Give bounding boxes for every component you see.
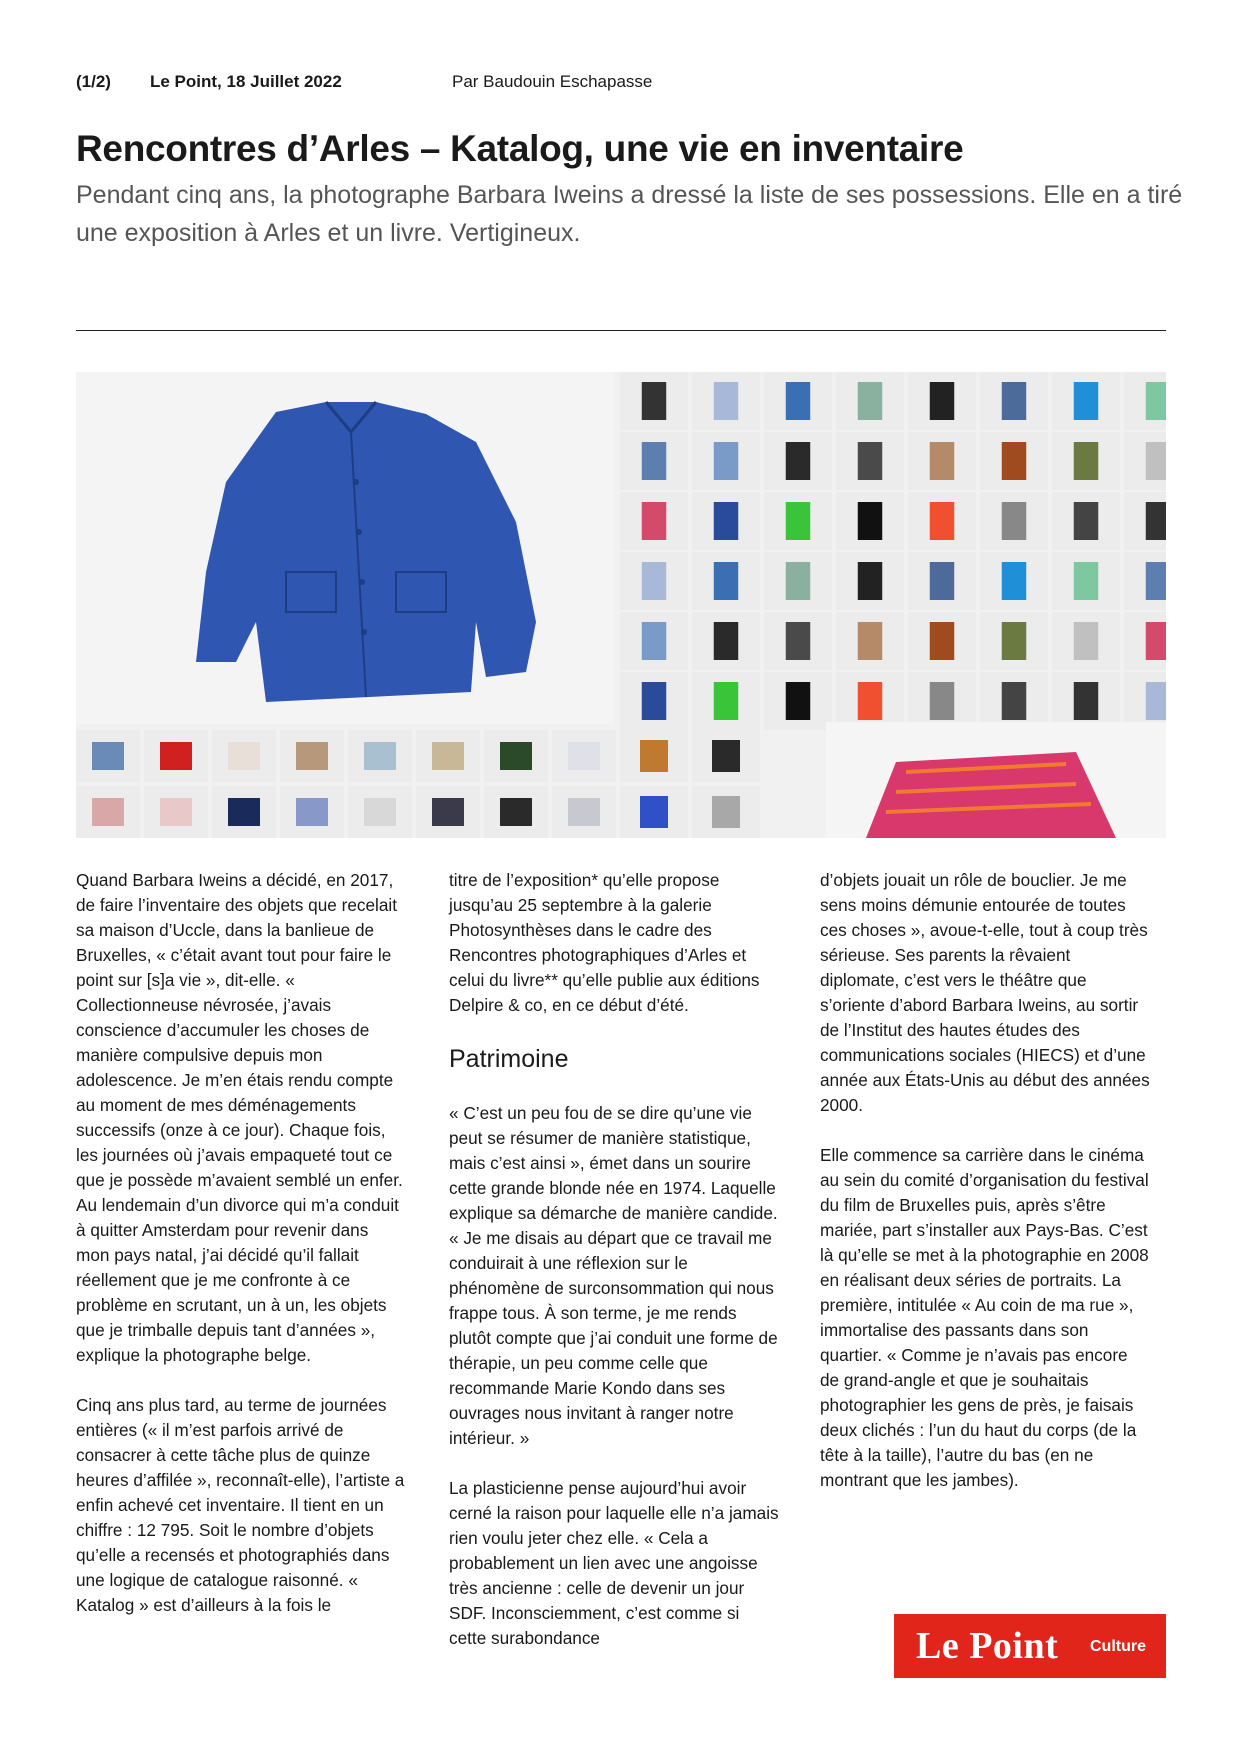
- clothing-item: [930, 622, 954, 660]
- clothing-item: [1002, 682, 1026, 720]
- shirt-item: [568, 742, 600, 770]
- hero-photo: [76, 372, 1166, 838]
- clothing-item: [640, 740, 668, 772]
- clothing-item: [1146, 502, 1166, 540]
- shirt-item: [432, 798, 464, 826]
- clothing-item: [858, 622, 882, 660]
- clothing-item: [786, 562, 810, 600]
- clothing-item: [714, 502, 738, 540]
- brand-name: Le Point: [916, 1625, 1059, 1667]
- section-name: Culture: [1090, 1638, 1146, 1655]
- paragraph: titre de l’exposition* qu’elle propose jusqu’au 25 septembre à la galerie Photosynthèses dans le cadre des Rencontres photographiques d’Arles et celui du livre** qu’elle publie aux éditions Delpire & co, en ce début d’été.: [449, 870, 760, 1015]
- shirt-item: [228, 742, 260, 770]
- clothing-item: [1146, 562, 1166, 600]
- clothing-item: [642, 622, 666, 660]
- clothing-item: [1074, 382, 1098, 420]
- clothing-item: [1002, 502, 1026, 540]
- shirt-item: [92, 742, 124, 770]
- shirt-item: [160, 798, 192, 826]
- clothing-item: [642, 562, 666, 600]
- clothing-item: [786, 622, 810, 660]
- shirt-item: [296, 798, 328, 826]
- page-indicator: [76, 72, 342, 92]
- clothing-item: [786, 382, 810, 420]
- clothing-item: [858, 682, 882, 720]
- paragraph: Cinq ans plus tard, au terme de journées entières (« il m’est parfois arrivé de consacrer à cette tâche plus de quinze heures d’affilée », reconnaît-elle), l’artiste a enfin achevé cet inventaire. Il tient en un chiffre : 12 795. Soit le nombre d’objets qu’elle a recensés et photographiés dans une logique de catalogue raisonné. « Katalog » est d’ailleurs à la fois le: [76, 1395, 405, 1615]
- inventory-photo-illustration: [76, 372, 1166, 838]
- shirt-item: [364, 742, 396, 770]
- clothing-item: [1074, 682, 1098, 720]
- clothing-item: [1002, 442, 1026, 480]
- clothing-item: [714, 562, 738, 600]
- shirt-item: [160, 742, 192, 770]
- clothing-item: [1146, 622, 1166, 660]
- shirt-item: [500, 798, 532, 826]
- clothing-item: [714, 682, 738, 720]
- clothing-item: [1002, 622, 1026, 660]
- article-column-1: [76, 868, 406, 1643]
- clothing-item: [714, 382, 738, 420]
- shirt-item: [228, 798, 260, 826]
- paragraph: Quand Barbara Iweins a décidé, en 2017, de faire l’inventaire des objets que recelait sa maison d’Uccle, dans la banlieue de Bruxelles, « c’était avant tout pour faire le point sur [s]a vie », dit-elle. « Collectionneuse névrosée, j’avais conscience d’accumuler les choses de manière compulsive depuis mon adolescence. Je m’en étais rendu compte au moment de mes déménagements successifs (onze à ce jour). Chaque fois, les journées où j’avais empaqueté tout ce que je possède m’avaient semblé un enfer. Au lendemain d’un divorce qui m’a conduit à quitter Amsterdam pour revenir dans mon pays natal, j’ai décidé qu’il fallait réellement que je me confronte à ce problème en scrutant, un à un, les objets que je trimballe depuis tant d’années », explique la photographe belge.: [76, 870, 403, 1365]
- clothing-item: [930, 442, 954, 480]
- clothing-item: [642, 382, 666, 420]
- clothing-item: [642, 442, 666, 480]
- publication-date: Le Point, 18 Juillet 2022: [150, 72, 342, 91]
- article-subtitle: Pendant cinq ans, la photographe Barbara Iweins a dressé la liste de ses possessions. Elle en a tiré une exposition à Arles et un livre. Vertigineux.: [76, 181, 1183, 247]
- clothing-item: [858, 562, 882, 600]
- paragraph: Elle commence sa carrière dans le cinéma au sein du comité d’organisation du festival du film de Bruxelles puis, après s’être mariée, part s’installer aux Pays-Bas. C’est là qu’elle se met à la photographie en 2008 en réalisant deux séries de portraits. La première, intitulée « Au coin de ma rue », immortalise des passants dans son quartier. « Comme je n’avais pas encore de grand-angle et que je souhaitais photographier les gens de près, je faisais deux clichés : l’un du haut du corps (de la tête à la taille), l’autre du bas (en ne montrant que les jambes).: [820, 1145, 1149, 1490]
- clothing-item: [640, 796, 668, 828]
- clothing-item: [1074, 562, 1098, 600]
- paragraph: La plasticienne pense aujourd’hui avoir cerné la raison pour laquelle elle n’a jamais rien voulu jeter chez elle. « Cela a probablement un lien avec une angoisse très ancienne : celle de devenir un jour SDF. Inconsciemment, c’est comme si cette surabondance: [449, 1478, 779, 1648]
- clothing-item: [1002, 382, 1026, 420]
- clothing-item: [930, 562, 954, 600]
- byline: Par Baudouin Eschapasse: [452, 72, 653, 91]
- clothing-item: [1146, 682, 1166, 720]
- clothing-item: [786, 442, 810, 480]
- pink-skirt-image: [866, 752, 1116, 838]
- paragraph: d’objets jouait un rôle de bouclier. Je me sens moins démunie entourée de toutes ces choses », avoue-t-elle, tout à coup très sérieuse. Ses parents la rêvaient diplomate, c’est vers le théâtre que s’oriente d’abord Barbara Iweins, au sortir de l’Institut des hautes études des communications sociales (HIECS) et d’une année aux États-Unis au début des années 2000.: [820, 870, 1150, 1115]
- clothing-item: [714, 622, 738, 660]
- clothing-item: [858, 442, 882, 480]
- clothing-item: [930, 502, 954, 540]
- clothing-item: [712, 740, 740, 772]
- article-title: Rencontres d’Arles – Katalog, une vie en inventaire: [76, 128, 964, 169]
- shirt-item: [568, 798, 600, 826]
- clothing-item: [712, 796, 740, 828]
- clothing-item: [642, 502, 666, 540]
- clothing-item: [786, 502, 810, 540]
- clothing-item: [1146, 382, 1166, 420]
- shirt-item: [364, 798, 396, 826]
- header-divider: [76, 330, 1166, 331]
- shirt-item: [296, 742, 328, 770]
- page-number: (1/2): [76, 72, 111, 91]
- clothing-item: [858, 382, 882, 420]
- article-column-2: [449, 868, 779, 1676]
- clothing-item: [1074, 622, 1098, 660]
- article-column-3: [820, 868, 1150, 1518]
- section-heading: Patrimoine: [449, 1045, 569, 1073]
- clothing-item: [1074, 502, 1098, 540]
- clothing-item: [786, 682, 810, 720]
- clothing-item: [858, 502, 882, 540]
- paragraph: « C’est un peu fou de se dire qu’une vie peut se résumer de manière statistique, mais c’est ainsi », émet dans un sourire cette grande blonde née en 1974. Laquelle explique sa démarche de manière candide. « Je me disais au départ que ce travail me conduirait à une réflexion sur le phénomène de surconsommation qui nous frappe tous. À son terme, je me rends plutôt compte que j’ai conduit une forme de thérapie, un peu comme celle que recommande Marie Kondo dans ses ouvrages nous invitant à ranger notre intérieur. »: [449, 1103, 778, 1448]
- clothing-item: [1002, 562, 1026, 600]
- clothing-item: [642, 682, 666, 720]
- clothing-item: [1074, 442, 1098, 480]
- shirt-item: [500, 742, 532, 770]
- le-point-culture-logo: [894, 1614, 1166, 1678]
- shirt-item: [92, 798, 124, 826]
- clothing-item: [930, 682, 954, 720]
- clothing-item: [930, 382, 954, 420]
- clothing-item: [714, 442, 738, 480]
- shirt-item: [432, 742, 464, 770]
- clothing-item: [1146, 442, 1166, 480]
